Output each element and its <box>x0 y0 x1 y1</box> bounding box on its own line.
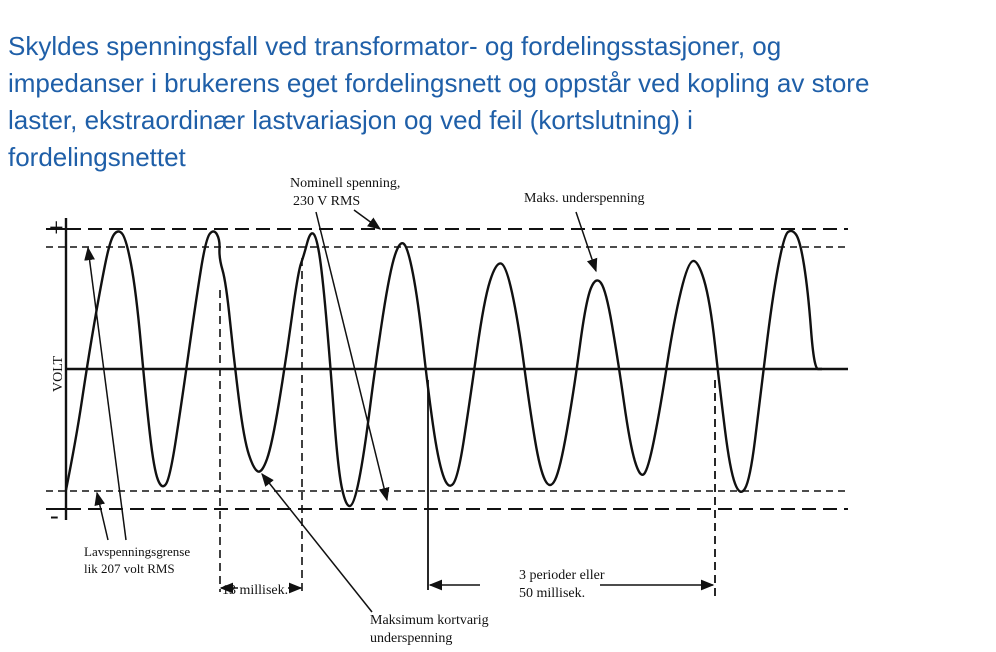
low-limit-label-line-2: lik 207 volt RMS <box>84 561 175 576</box>
low-limit-label-line-1: Lavspenningsgrense <box>84 544 191 559</box>
title-line-4: fordelingsnettet <box>8 142 186 172</box>
short-undervoltage-label-line-1: Maksimum kortvarig <box>370 613 489 628</box>
low-limit-leader-arrow-2 <box>97 493 108 540</box>
minus-sign: - <box>50 501 59 530</box>
nominal-leader-arrow <box>354 210 380 229</box>
nominal-label-line-1: Nominell spenning, <box>290 176 401 191</box>
nominal-label-line-2: 230 V RMS <box>293 194 361 209</box>
title-line-3: laster, ekstraordinær lastvariasjon og ved feil (kortslutning) i <box>8 105 693 135</box>
title-line-1: Skyldes spenningsfall ved transformator- og fordelingsstasjoner, og <box>8 31 782 61</box>
title-line-2: impedanser i brukerens eget fordelingsnett og oppstår ved kopling av store <box>8 68 870 98</box>
y-axis-label: VOLT <box>51 355 66 392</box>
periods-label-line-1: 3 perioder eller <box>519 568 605 583</box>
plus-sign: + <box>49 213 64 242</box>
periods-label-line-2: 50 millisek. <box>519 586 586 601</box>
low-limit-leader-arrow-1 <box>88 248 126 540</box>
max-undervoltage-label: Maks. underspenning <box>524 191 645 206</box>
duration-13ms-label: 13 millisek. <box>222 583 289 598</box>
max-undervoltage-leader-arrow <box>576 212 596 271</box>
short-undervoltage-label-line-2: underspenning <box>370 631 453 646</box>
